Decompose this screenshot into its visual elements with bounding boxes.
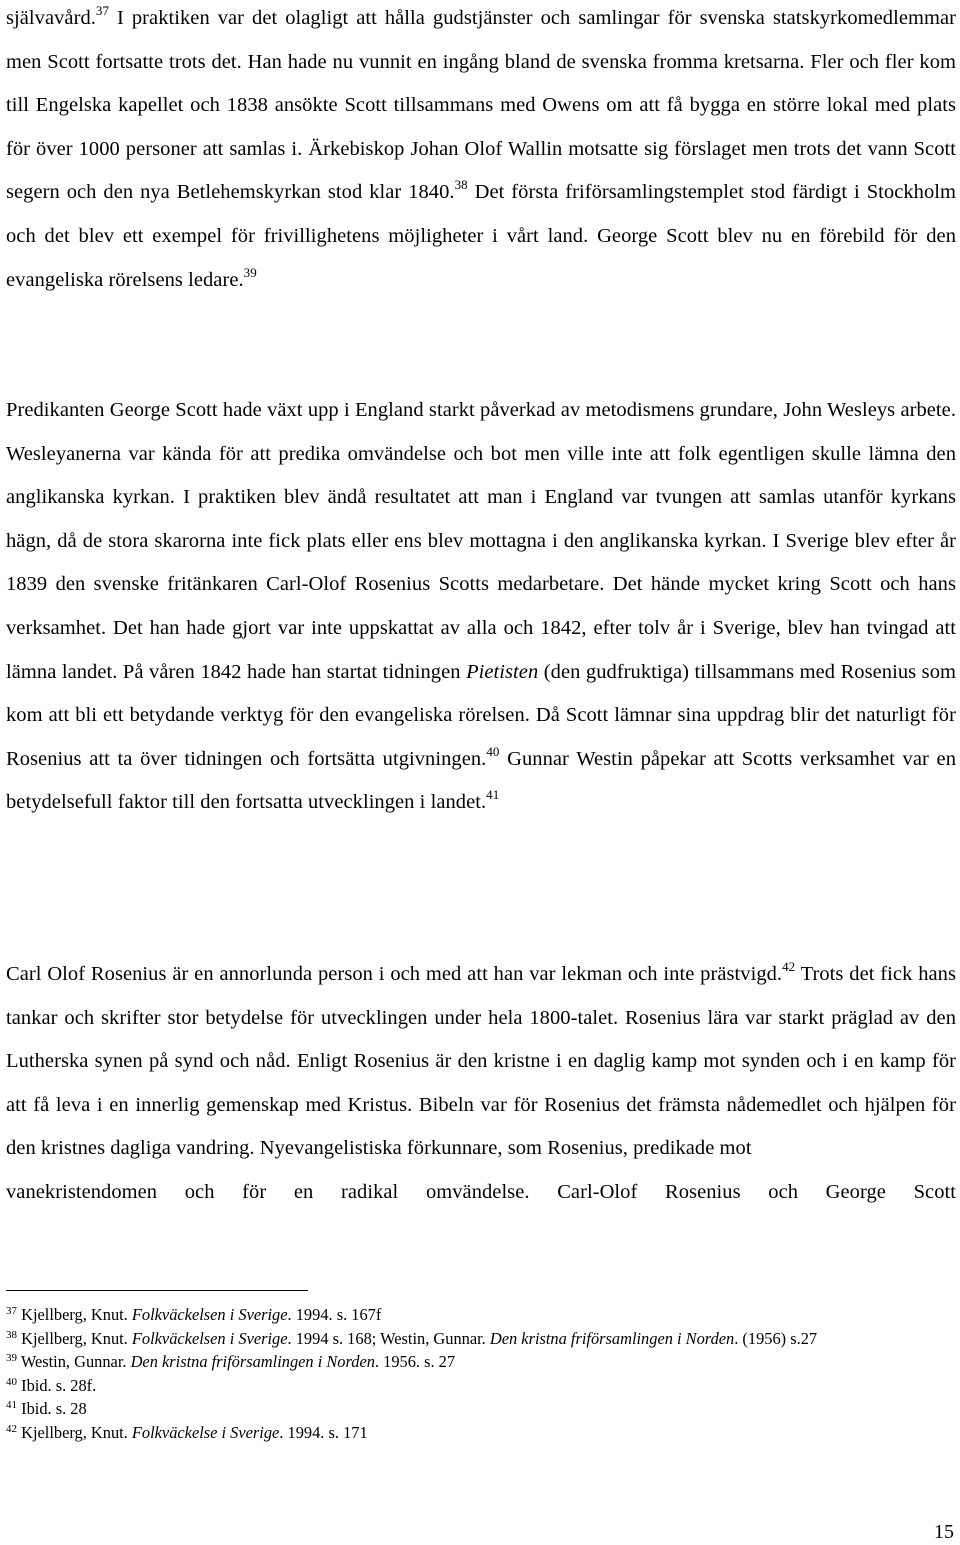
citation-text: Westin, Gunnar.: [20, 1352, 131, 1371]
body-paragraph-3: [6, 953, 956, 1215]
citation-text: Kjellberg, Knut.: [21, 1422, 132, 1442]
footnote-ref-38: 38: [454, 177, 468, 193]
footnote-number: 42: [6, 1422, 17, 1435]
footnote-number: 39: [6, 1352, 17, 1364]
citation-text: . 1994. s. 167f: [287, 1305, 382, 1324]
citation-text: Ibid. s. 28: [21, 1399, 87, 1418]
citation-title: Folkväckelse i Sverige: [131, 1422, 280, 1442]
footnote-ref-40: 40: [486, 743, 500, 759]
paragraph-text: I praktiken var det olagligt att hålla gudstjänster och samlingar för svenska statskyrkomedlemmar men Scott fortsatte trots det. Han hade nu vunnit en ingång bland de svenska fromma kretsarna. Fler och fler kom till Engelska kapellet och 1838 ansökte Scott tillsammans med Owens om att få bygga en större lokal med plats för över 1000 personer att samlas i. Ärkebiskop Johan Olof Wallin motsatte sig förslaget men trots det vann Scott segern och den nya Betlehemskyrkan stod klar 1840.: [6, 7, 956, 204]
citation-text: . 1994 s. 168; Westin, Gunnar.: [287, 1328, 490, 1348]
citation-title: Folkväckelsen i Sverige: [131, 1305, 288, 1324]
footnotes: [6, 1303, 951, 1444]
footnote-number: 40: [6, 1375, 17, 1388]
footnote-37: [6, 1303, 951, 1327]
footnote-number: 38: [6, 1328, 17, 1341]
paragraph-text: självavård.: [6, 7, 96, 29]
citation-title: Den kristna friförsamlingen i Norden: [130, 1352, 375, 1371]
footnote-ref-42: 42: [782, 959, 796, 974]
footnote-number: 37: [6, 1305, 17, 1317]
citation-text: . (1956) s.27: [734, 1328, 818, 1348]
footnote-ref-37: 37: [95, 3, 110, 18]
footnote-ref-41: 41: [486, 787, 500, 803]
citation-text: Kjellberg, Knut.: [21, 1328, 132, 1348]
footnote-separator: [6, 1290, 308, 1291]
body-paragraph-2: [6, 389, 956, 825]
paragraph-text: Gunnar Westin påpekar att Scotts verksamhet var en betydelsefull faktor till den fortsatta utvecklingen i landet.: [6, 747, 956, 814]
paragraph-text: Trots det fick hans tankar och skrifter stor betydelse för utvecklingen under hela 1800-talet. Rosenius lära var starkt präglad av den Lutherska synen på synd och nåd. Enligt Rosenius är den kristne i en daglig kamp mot synden och i en kamp för att få leva i en innerlig gemenskap med Kristus. Bibeln var för Rosenius det främsta nådemedlet och hjälpen för den kristnes dagliga vandring. Nyevangelistiska förkunnare, som Rosenius, predikade mot: [6, 963, 956, 1160]
paragraph-text: vanekristendomen och för en radikal omvändelse. Carl-Olof Rosenius och George Scott: [6, 1180, 956, 1203]
footnote-number: 41: [6, 1399, 17, 1411]
footnote-40: [6, 1374, 951, 1398]
citation-title: Folkväckelsen i Sverige: [131, 1328, 288, 1348]
italic-title: Pietisten: [466, 660, 539, 683]
footnote-ref-39: 39: [243, 264, 257, 280]
citation-text: Ibid. s. 28f.: [21, 1375, 97, 1395]
footnote-39: [6, 1350, 951, 1374]
paragraph-text: (den gudfruktiga) tillsammans med Rosenius som kom att bli ett betydande verktyg för den evangeliska rörelsen. Då Scott lämnar sina uppdrag blir det naturligt för Rosenius att ta över tidningen och fortsätta utgivningen.: [6, 660, 956, 770]
citation-text: Kjellberg, Knut.: [21, 1305, 132, 1324]
paragraph-text: Det första friförsamlingstemplet stod färdigt i Stockholm och det blev ett exempel för frivillighetens möjligheter i vårt land. George Scott blev nu en förebild för den evangeliska rörelsens ledare.: [6, 181, 956, 291]
body-paragraph-1: [6, 0, 956, 302]
footnote-41: [6, 1397, 951, 1421]
paragraph-text: Carl Olof Rosenius är en annorlunda person i och med att han var lekman och inte prästvigd.: [6, 963, 783, 985]
footnote-42: [6, 1421, 951, 1445]
citation-text: . 1994. s. 171: [279, 1422, 368, 1442]
footnote-38: [6, 1327, 951, 1351]
page-number: 15: [934, 1521, 954, 1543]
citation-text: . 1956. s. 27: [374, 1352, 456, 1371]
citation-title: Den kristna friförsamlingen i Norden: [489, 1328, 735, 1348]
paragraph-text: Predikanten George Scott hade växt upp i England starkt påverkad av metodismens grundare, John Wesleys arbete. Wesleyanerna var kända för att predika omvändelse och bot men ville inte att folk egentligen skulle lämna den anglikanska kyrkan. I praktiken blev ändå resultatet att man i England var tvungen att samlas utanför kyrkans hägn, då de stora skarorna inte fick plats eller ens blev mottagna i den anglikanska kyrkan. I Sverige blev efter år 1839 den svenske fritänkaren Carl-Olof Rosenius Scotts medarbetare. Det hände mycket kring Scott och hans verksamhet. Det han hade gjort var inte uppskattat av alla och 1842, efter tolv år i Sverige, blev han tvingad att lämna landet. På våren 1842 hade han startat tidningen: [6, 399, 956, 683]
